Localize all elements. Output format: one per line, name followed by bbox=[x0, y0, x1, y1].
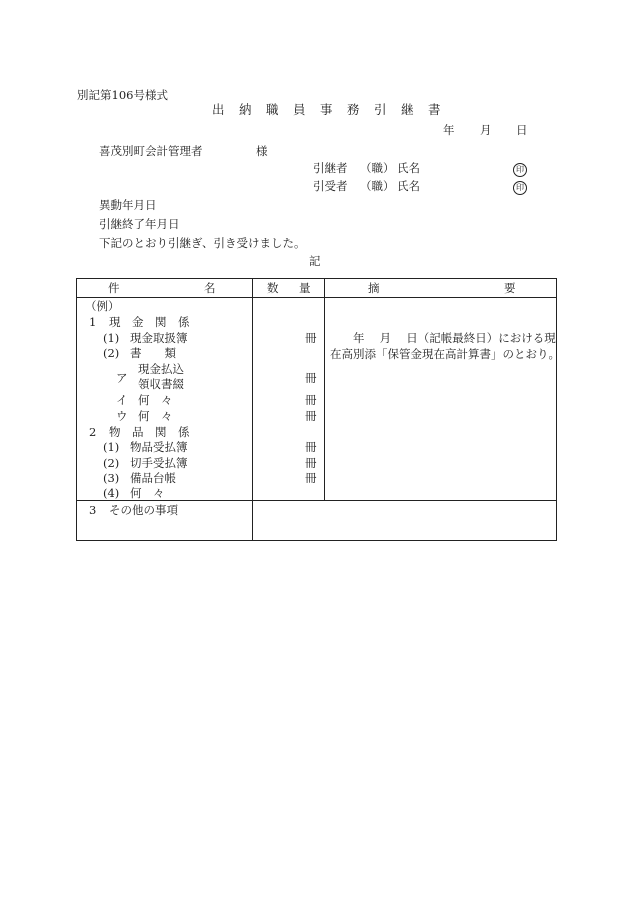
item-label: 切手受払簿 bbox=[130, 456, 188, 470]
item-label: 何 々 bbox=[138, 409, 173, 423]
handover-to-name-label: 氏名 bbox=[397, 179, 420, 193]
handover-to-post: （職） bbox=[360, 179, 395, 193]
item-label: 現金取扱簿 bbox=[130, 331, 188, 345]
form-number: 別記第106号様式 bbox=[77, 88, 168, 102]
item-number: 3 bbox=[89, 503, 97, 517]
addressee-name: 喜茂別町会計管理者 bbox=[99, 144, 203, 158]
header-qty-1: 数 bbox=[267, 281, 279, 295]
item-number: (2) bbox=[103, 346, 120, 360]
item-unit: 冊 bbox=[305, 331, 317, 345]
handover-table bbox=[76, 278, 560, 541]
item-unit: 冊 bbox=[305, 371, 317, 385]
item-number: (3) bbox=[103, 471, 120, 485]
header-note-1: 摘 bbox=[368, 281, 380, 295]
date-day: 日 bbox=[516, 123, 528, 137]
item-mark: イ bbox=[116, 393, 128, 407]
header-note-2: 要 bbox=[504, 281, 516, 295]
handover-from-post: （職） bbox=[360, 161, 395, 175]
item-label: 備品台帳 bbox=[130, 471, 176, 485]
item-number: (2) bbox=[103, 456, 120, 470]
item-unit: 冊 bbox=[305, 393, 317, 407]
handover-from-label: 引継者 bbox=[313, 161, 348, 175]
item-mark: ウ bbox=[116, 409, 128, 423]
header-qty-2: 量 bbox=[299, 281, 311, 295]
transfer-date-label: 異動年月日 bbox=[99, 198, 157, 212]
item-label: その他の事項 bbox=[109, 503, 178, 517]
item-mark: ア bbox=[116, 371, 128, 385]
item-number: 2 bbox=[89, 425, 97, 439]
item-unit: 冊 bbox=[305, 471, 317, 485]
item-label: 何 々 bbox=[130, 486, 165, 500]
item-label: 現 金 関 係 bbox=[109, 315, 190, 329]
header-item-1: 件 bbox=[108, 281, 120, 295]
remark-text: 在高別添「保管金現在高計算書」のとおり。 bbox=[330, 347, 560, 361]
ki-heading: 記 bbox=[309, 254, 321, 268]
item-unit: 冊 bbox=[305, 440, 317, 454]
date-month: 月 bbox=[480, 123, 492, 137]
row-divider bbox=[77, 500, 556, 501]
handover-to-label: 引受者 bbox=[313, 179, 348, 193]
item-number: (4) bbox=[103, 486, 120, 500]
item-number: (1) bbox=[103, 331, 120, 345]
column-divider bbox=[324, 279, 325, 501]
document-title: 出 納 職 員 事 務 引 継 書 bbox=[212, 102, 442, 117]
remark-text: 年 月 日（記帳最終日）における現 bbox=[353, 331, 556, 345]
date-year: 年 bbox=[443, 123, 455, 137]
header-divider bbox=[77, 297, 556, 298]
handover-from-name-label: 氏名 bbox=[397, 161, 420, 175]
item-unit: 冊 bbox=[305, 456, 317, 470]
item-number: 1 bbox=[89, 315, 97, 329]
statement: 下記のとおり引継ぎ、引き受けました。 bbox=[99, 236, 306, 250]
item-number: (1) bbox=[103, 440, 120, 454]
example-label: （例） bbox=[85, 299, 120, 313]
item-label: 何 々 bbox=[138, 393, 173, 407]
item-label: 物品受払簿 bbox=[130, 440, 188, 454]
seal-mark: 印 bbox=[513, 161, 527, 177]
item-label: 領収書綴 bbox=[138, 377, 184, 391]
header-item-2: 名 bbox=[204, 281, 216, 295]
seal-mark: 印 bbox=[513, 179, 527, 195]
item-label: 物 品 関 係 bbox=[109, 425, 190, 439]
addressee-honorific: 様 bbox=[256, 144, 268, 158]
completion-date-label: 引継終了年月日 bbox=[99, 217, 180, 231]
item-label: 書 類 bbox=[130, 346, 176, 360]
item-label: 現金払込 bbox=[138, 362, 184, 376]
item-unit: 冊 bbox=[305, 409, 317, 423]
